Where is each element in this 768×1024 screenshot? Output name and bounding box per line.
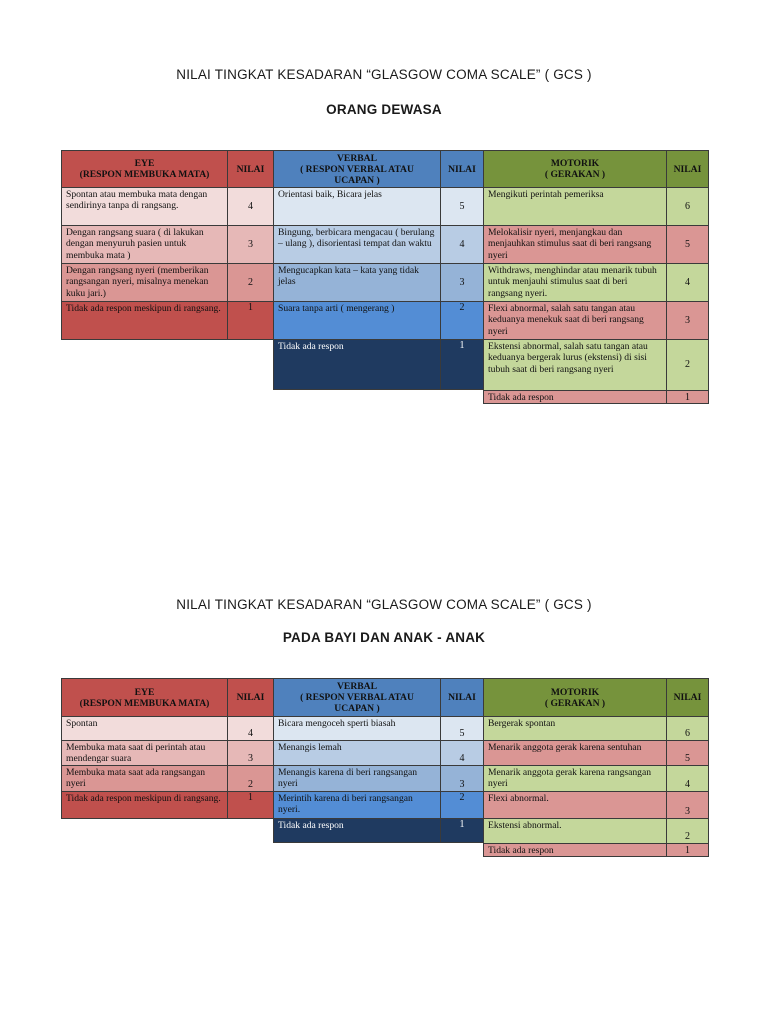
verbal-header: VERBAL ( RESPON VERBAL ATAU UCAPAN ) (273, 150, 441, 188)
motorik-row-score: 1 (666, 843, 709, 857)
motorik-row-text: Ekstensi abnormal. (483, 818, 667, 844)
motorik-row-score: 4 (666, 263, 709, 302)
eye-row-score: 1 (227, 791, 274, 819)
motorik-row-score: 5 (666, 740, 709, 766)
verbal-row-score: 4 (440, 225, 484, 264)
verbal-row-text: Tidak ada respon (273, 818, 441, 843)
motorik-row-score: 2 (666, 339, 709, 391)
motorik-nilai-header: NILAI (666, 150, 709, 188)
motorik-row-text: Menarik anggota gerak karena rangsangan nyeri (483, 765, 667, 792)
motorik-header: MOTORIK ( GERAKAN ) (483, 678, 667, 717)
eye-nilai-header: NILAI (227, 150, 274, 188)
eye-row-score: 4 (227, 187, 274, 226)
motorik-row-text: Ekstensi abnormal, salah satu tangan atau keduanya bergerak lurus (ekstensi) di sisi tubuh saat di beri rangsang nyeri (483, 339, 667, 391)
eye-row-score: 3 (227, 225, 274, 264)
eye-row-score: 4 (227, 716, 274, 741)
verbal-row-score: 4 (440, 740, 484, 766)
motorik-row-text: Menarik anggota gerak karena sentuhan (483, 740, 667, 766)
eye-row-text: Tidak ada respon meskipun di rangsang. (61, 791, 228, 819)
motorik-header: MOTORIK ( GERAKAN ) (483, 150, 667, 188)
verbal-nilai-header: NILAI (440, 150, 484, 188)
section2-title: NILAI TINGKAT KESADARAN “GLASGOW COMA SCALE” ( GCS ) (176, 597, 592, 612)
motorik-row-text: Tidak ada respon (483, 843, 667, 857)
verbal-row-text: Mengucapkan kata – kata yang tidak jelas (273, 263, 441, 302)
gcs-table-child (61, 678, 709, 868)
motorik-row-text: Tidak ada respon (483, 390, 667, 404)
eye-row-score: 3 (227, 740, 274, 766)
verbal-nilai-header: NILAI (440, 678, 484, 717)
eye-row-text: Membuka mata saat di perintah atau mendengar suara (61, 740, 228, 766)
section2-subtitle: PADA BAYI DAN ANAK - ANAK (282, 630, 486, 645)
verbal-row-text: Bicara mengoceh sperti biasah (273, 716, 441, 741)
verbal-row-score: 3 (440, 765, 484, 792)
verbal-row-text: Bingung, berbicara mengacau ( berulang – ulang ), disorientasi tempat dan waktu (273, 225, 441, 264)
motorik-row-text: Flexi abnormal. (483, 791, 667, 819)
verbal-row-score: 5 (440, 187, 484, 226)
section1-title: NILAI TINGKAT KESADARAN “GLASGOW COMA SCALE” ( GCS ) (176, 67, 592, 82)
section1-subtitle: ORANG DEWASA (326, 102, 442, 117)
eye-row-score: 2 (227, 263, 274, 302)
verbal-row-score: 5 (440, 716, 484, 741)
eye-row-score: 2 (227, 765, 274, 792)
eye-row-text: Dengan rangsang nyeri (memberikan rangsangan nyeri, misalnya menekan kuku jari.) (61, 263, 228, 302)
motorik-row-score: 5 (666, 225, 709, 264)
motorik-row-text: Bergerak spontan (483, 716, 667, 741)
motorik-row-score: 6 (666, 187, 709, 226)
motorik-row-text: Flexi abnormal, salah satu tangan atau keduanya menekuk saat di beri rangsang nyeri (483, 301, 667, 340)
motorik-row-text: Mengikuti perintah pemeriksa (483, 187, 667, 226)
verbal-row-score: 2 (440, 301, 484, 340)
motorik-nilai-header: NILAI (666, 678, 709, 717)
eye-row-text: Spontan atau membuka mata dengan sendirinya tanpa di rangsang. (61, 187, 228, 226)
verbal-row-text: Merintih karena di beri rangsangan nyeri. (273, 791, 441, 819)
motorik-row-score: 3 (666, 301, 709, 340)
verbal-row-score: 2 (440, 791, 484, 819)
eye-row-text: Dengan rangsang suara ( di lakukan dengan menyuruh pasien untuk membuka mata ) (61, 225, 228, 264)
gcs-table-adult (61, 150, 709, 480)
verbal-row-text: Suara tanpa arti ( mengerang ) (273, 301, 441, 340)
eye-header: EYE (RESPON MEMBUKA MATA) (61, 678, 228, 717)
motorik-row-score: 1 (666, 390, 709, 404)
motorik-row-score: 3 (666, 791, 709, 819)
motorik-row-text: Melokalisir nyeri, menjangkau dan menjauhkan stimulus saat di beri rangsang nyeri (483, 225, 667, 264)
motorik-row-score: 2 (666, 818, 709, 844)
motorik-row-score: 4 (666, 765, 709, 792)
verbal-row-text: Menangis lemah (273, 740, 441, 766)
eye-row-text: Tidak ada respon meskipun di rangsang. (61, 301, 228, 340)
verbal-row-text: Menangis karena di beri rangsangan nyeri (273, 765, 441, 792)
eye-row-text: Membuka mata saat ada rangsangan nyeri (61, 765, 228, 792)
verbal-row-text: Tidak ada respon (273, 339, 441, 390)
verbal-row-text: Orientasi baik, Bicara jelas (273, 187, 441, 226)
eye-nilai-header: NILAI (227, 678, 274, 717)
eye-row-score: 1 (227, 301, 274, 340)
eye-row-text: Spontan (61, 716, 228, 741)
verbal-row-score: 1 (440, 818, 484, 843)
verbal-row-score: 1 (440, 339, 484, 390)
motorik-row-text: Withdraws, menghindar atau menarik tubuh untuk menjauhi stimulus saat di beri rangsang nyeri. (483, 263, 667, 302)
motorik-row-score: 6 (666, 716, 709, 741)
eye-header: EYE (RESPON MEMBUKA MATA) (61, 150, 228, 188)
verbal-row-score: 3 (440, 263, 484, 302)
verbal-header: VERBAL ( RESPON VERBAL ATAU UCAPAN ) (273, 678, 441, 717)
